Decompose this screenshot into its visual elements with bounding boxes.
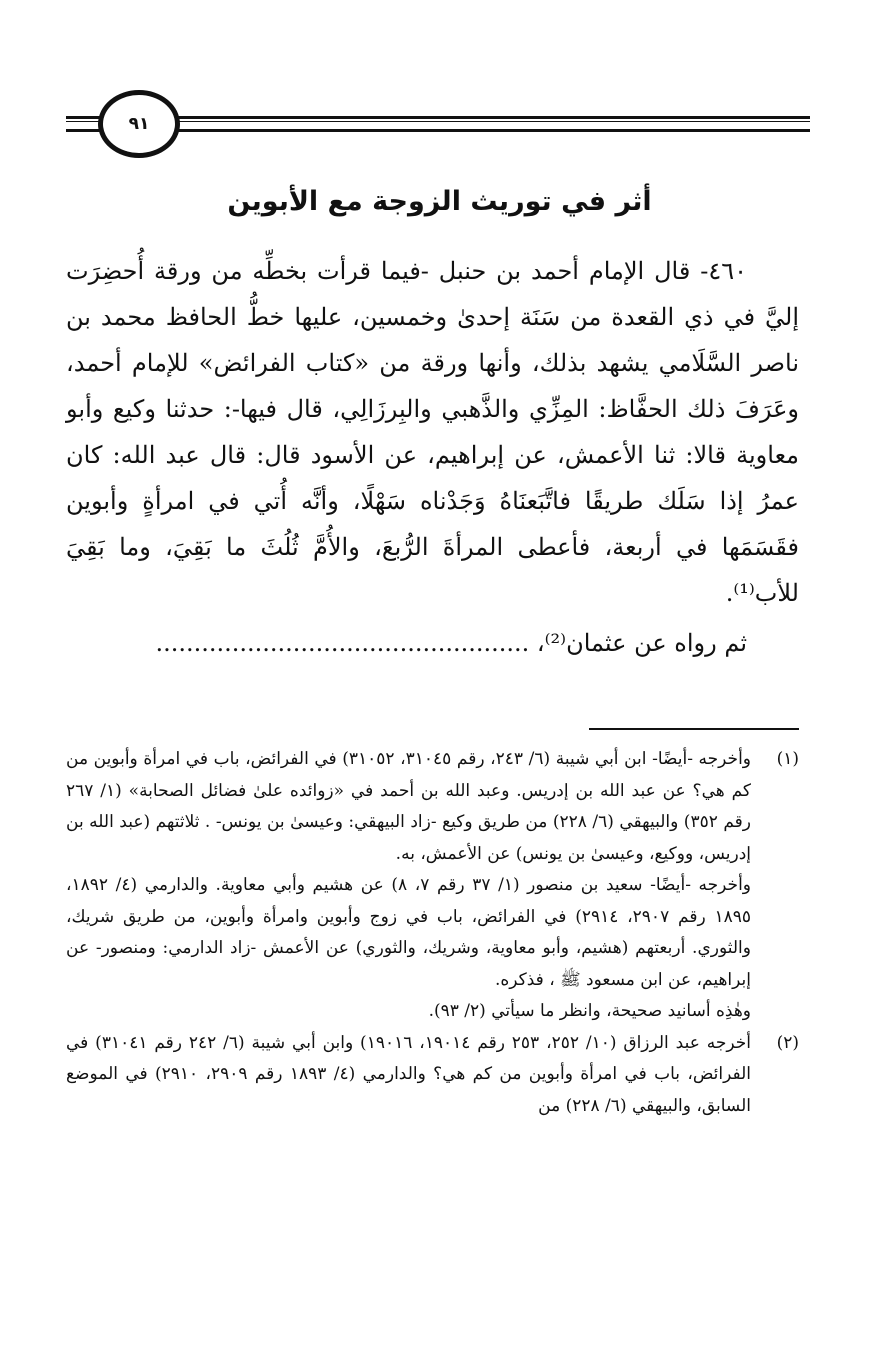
- footnote-paragraph: وأخرجه -أيضًا- ابن أبي شيبة (٦/ ٢٤٣، رقم ٣١٠٤٥، ٣١٠٥٢) في الفرائض، باب في امرأة وأبوين من كم هي؟ عن عبد الله بن إدريس. وعبد الله بن أحمد في «زوائده علىٰ فضائل الصحابة» (١/ ٢٦٧ رقم ٣٥٢) والبيهقي (٦/ ٢٢٨) من طريق وكيع -زاد البيهقي: وعيسىٰ بن يونس- . ثلاثتهم (عبد الله بن إدريس، ووكيع، وعيسىٰ بن يونس) عن الأعمش، به.: [66, 749, 751, 864]
- continuation-line: [66, 620, 799, 666]
- footnote-paragraph: أخرجه عبد الرزاق (١٠/ ٢٥٢، ٢٥٣ رقم ١٩٠١٤، ١٩٠١٦) وابن أبي شيبة (٦/ ٢٤٢ رقم ٣١٠٤١) في الفرائض، باب في امرأة وأبوين من كم هي؟ والدارمي (٤/ ١٨٩٣ رقم ٢٩٠٩، ٢٩١٠) في الموضع السابق، والبيهقي (٦/ ٢٢٨) من: [66, 1032, 751, 1116]
- page-number: ٩١: [98, 90, 180, 158]
- footnote-number: (١): [776, 749, 799, 769]
- footnote-paragraph: وأخرجه -أيضًا- سعيد بن منصور (١/ ٣٧ رقم ٧، ٨) عن هشيم وأبي معاوية. والدارمي (٤/ ١٨٩٢، ١٨٩٥ رقم ٢٩٠٧، ٢٩١٤) في الفرائض، باب في زوج وأبوين وامرأة وأبوين، من طريق شريك، والثوري. أربعتهم (هشيم، وأبو معاوية، وشريك، والثوري) عن الأعمش -زاد الدارمي: ومنصور- عن إبراهيم، عن ابن مسعود ﷺ ، فذكره.: [66, 875, 751, 990]
- footnote-paragraph: وهٰذِه أسانيد صحيحة، وانظر ما سيأتي (٢/ ٩٣).: [428, 1001, 751, 1021]
- hadith-paragraph: ٤٦٠- قال الإمام أحمد بن حنبل -فيما قرأت بخطِّه من ورقة أُحضِرَت إليَّ في ذي القعدة من سَنَة إحدىٰ وخمسين، عليها خطُّ الحافظ محمد بن ناصر السَّلَامي يشهد بذلك، وأنها ورقة من «كتاب الفرائض» للإمام أحمد، وعَرَفَ ذلك الحفَّاظ: المِزِّي والذَّهبي والبِرزَالِي، قال فيها-: حدثنا وكيع وأبو معاوية قالا: ثنا الأعمش، عن إبراهيم، عن الأسود قال: قال عبد الله: كان عمرُ إذا سَلَك طريقًا فاتَّبَعنَاهُ وَجَدْناه سَهْلًا، وأنَّه أُتي في امرأةٍ وأبوين فقَسَمَها في أربعة، فأعطى المرأةَ الرُّبعَ، والأُمَّ ثُلُثَ ما بَقِيَ، وما بَقِيَ للأب⁽¹⁾.: [66, 257, 800, 607]
- continuation-text: ثم رواه عن عثمان⁽²⁾،: [536, 629, 747, 657]
- footnote-2: [66, 1028, 799, 1123]
- section-title: أثر في توريث الزوجة مع الأبوين: [227, 186, 652, 217]
- main-text: [66, 248, 799, 666]
- footnote-1: [66, 744, 799, 1028]
- ellipsis-dots: .................................................: [155, 629, 530, 657]
- footnote-number: (٢): [776, 1032, 799, 1053]
- footnote-body: [66, 1028, 751, 1123]
- footnote-separator: [589, 728, 799, 730]
- page-header: [66, 88, 810, 158]
- footnote-body: [66, 744, 751, 1028]
- footnotes: [66, 744, 799, 1122]
